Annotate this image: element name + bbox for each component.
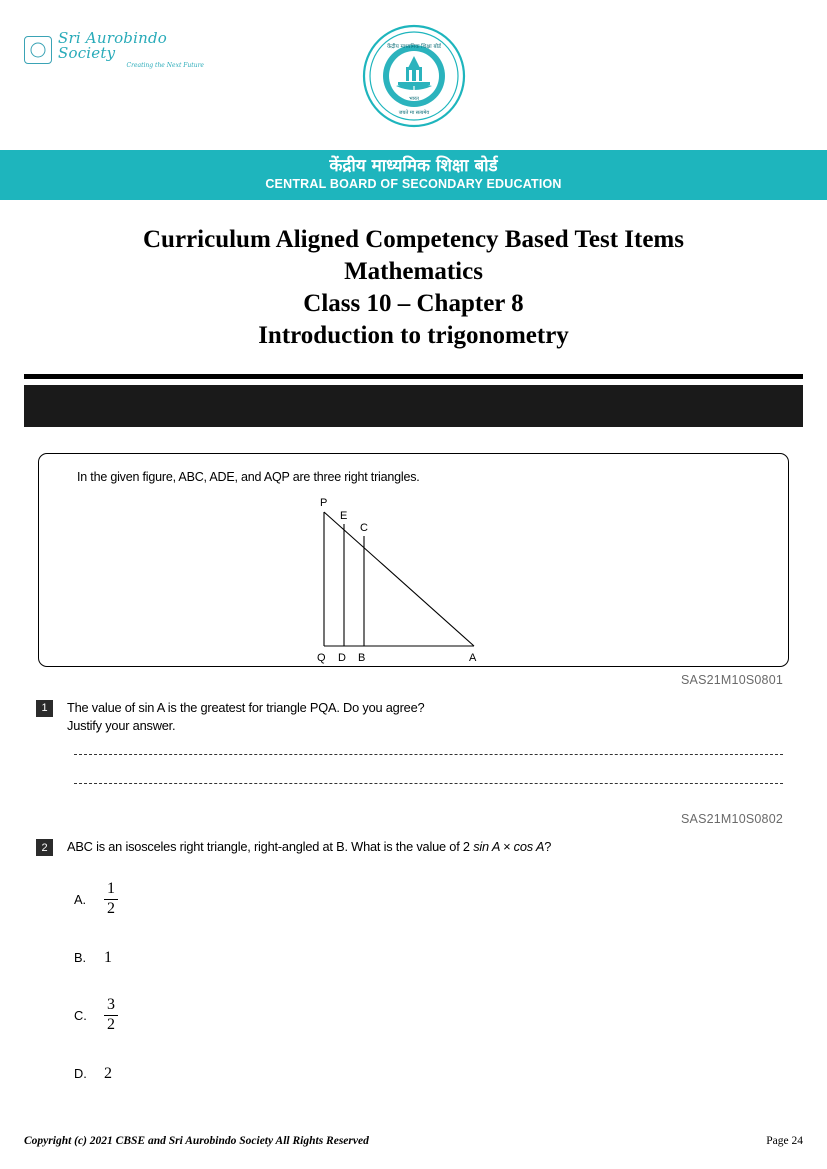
option-c-label: C. bbox=[74, 1008, 87, 1024]
figure-label-P: P bbox=[319, 496, 327, 509]
question-2-text bbox=[67, 838, 551, 857]
option-a-denominator: 2 bbox=[107, 900, 115, 918]
option-a[interactable] bbox=[74, 871, 783, 929]
option-b-value: 1 bbox=[104, 948, 112, 966]
society-mark-icon bbox=[24, 36, 52, 64]
item-code-2: SAS21M10S0802 bbox=[681, 812, 783, 827]
option-a-numerator: 1 bbox=[107, 880, 115, 898]
society-name: Sri Aurobindo Society bbox=[58, 29, 167, 62]
band-english-text: CENTRAL BOARD OF SECONDARY EDUCATION bbox=[265, 176, 562, 191]
svg-text:भारत: भारत bbox=[408, 96, 419, 102]
question-2-text-italic: sin A × cos A bbox=[473, 839, 545, 855]
divider-thin-bar bbox=[24, 374, 803, 379]
figure-label-Q: Q bbox=[316, 651, 326, 664]
figure-label-C: C bbox=[359, 521, 368, 534]
option-a-value bbox=[104, 881, 118, 918]
figure-label-A: A bbox=[468, 651, 476, 664]
question-2-text-prefix: ABC is an isosceles right triangle, right-angled at B. What is the value of 2 bbox=[67, 839, 474, 855]
option-d-label: D. bbox=[74, 1066, 87, 1082]
page-footer bbox=[0, 1135, 827, 1147]
band-hindi-text: केंद्रीय माध्यमिक शिक्षा बोर्ड bbox=[329, 156, 498, 176]
question-1-line-2: Justify your answer. bbox=[67, 718, 176, 734]
svg-text:केंद्रीय माध्यमिक शिक्षा बोर्ड: केंद्रीय माध्यमिक शिक्षा बोर्ड bbox=[386, 44, 441, 50]
option-a-label: A. bbox=[74, 892, 87, 908]
option-c-value bbox=[104, 997, 118, 1034]
option-c-denominator: 2 bbox=[107, 1016, 115, 1034]
question-1-line-1: The value of sin A is the greatest for triangle PQA. Do you agree? bbox=[67, 699, 425, 715]
option-d-value: 2 bbox=[104, 1064, 112, 1082]
figure-caption: In the given figure, ABC, ADE, and AQP are three right triangles. bbox=[77, 469, 420, 484]
divider-block-bar bbox=[24, 385, 803, 427]
sri-aurobindo-society-logo bbox=[24, 30, 204, 70]
option-b[interactable] bbox=[74, 929, 783, 987]
question-2-text-suffix: ? bbox=[544, 839, 552, 855]
page-number: Page 24 bbox=[766, 1135, 803, 1147]
page-header bbox=[0, 0, 827, 150]
figure-label-B: B bbox=[357, 651, 365, 664]
title-line-2: Mathematics bbox=[344, 257, 483, 285]
answer-line[interactable] bbox=[74, 754, 783, 755]
question-1-text bbox=[67, 699, 424, 736]
question-2-options bbox=[74, 871, 783, 1103]
question-1-answer-area[interactable] bbox=[74, 754, 783, 784]
society-wordmark bbox=[58, 31, 204, 69]
option-c[interactable] bbox=[74, 987, 783, 1045]
question-2 bbox=[36, 838, 783, 857]
option-c-numerator: 3 bbox=[107, 996, 115, 1014]
question-1-number: 1 bbox=[36, 700, 53, 717]
item-code-1: SAS21M10S0801 bbox=[681, 672, 783, 687]
title-line-3: Class 10 – Chapter 8 bbox=[303, 289, 524, 317]
cbse-emblem-icon bbox=[362, 24, 466, 128]
document-title bbox=[0, 224, 827, 352]
section-divider bbox=[24, 374, 803, 427]
right-triangles-figure bbox=[289, 494, 539, 679]
answer-line[interactable] bbox=[74, 783, 783, 784]
option-d[interactable] bbox=[74, 1045, 783, 1103]
title-line-1: Curriculum Aligned Competency Based Test Items bbox=[143, 225, 684, 253]
society-tagline: Creating the Next Future bbox=[126, 62, 204, 69]
title-line-4: Introduction to trigonometry bbox=[258, 321, 569, 349]
copyright-text: Copyright (c) 2021 CBSE and Sri Aurobindo Society All Rights Reserved bbox=[24, 1135, 369, 1147]
figure-label-D: D bbox=[337, 651, 346, 664]
question-1 bbox=[36, 699, 783, 736]
cbse-title-band bbox=[0, 150, 827, 200]
option-b-label: B. bbox=[74, 950, 87, 966]
svg-text:जयते मा सत्यमेव: जयते मा सत्यमेव bbox=[398, 110, 429, 116]
figure-label-E: E bbox=[339, 509, 347, 522]
figure-container bbox=[38, 453, 789, 667]
question-2-number: 2 bbox=[36, 839, 53, 856]
